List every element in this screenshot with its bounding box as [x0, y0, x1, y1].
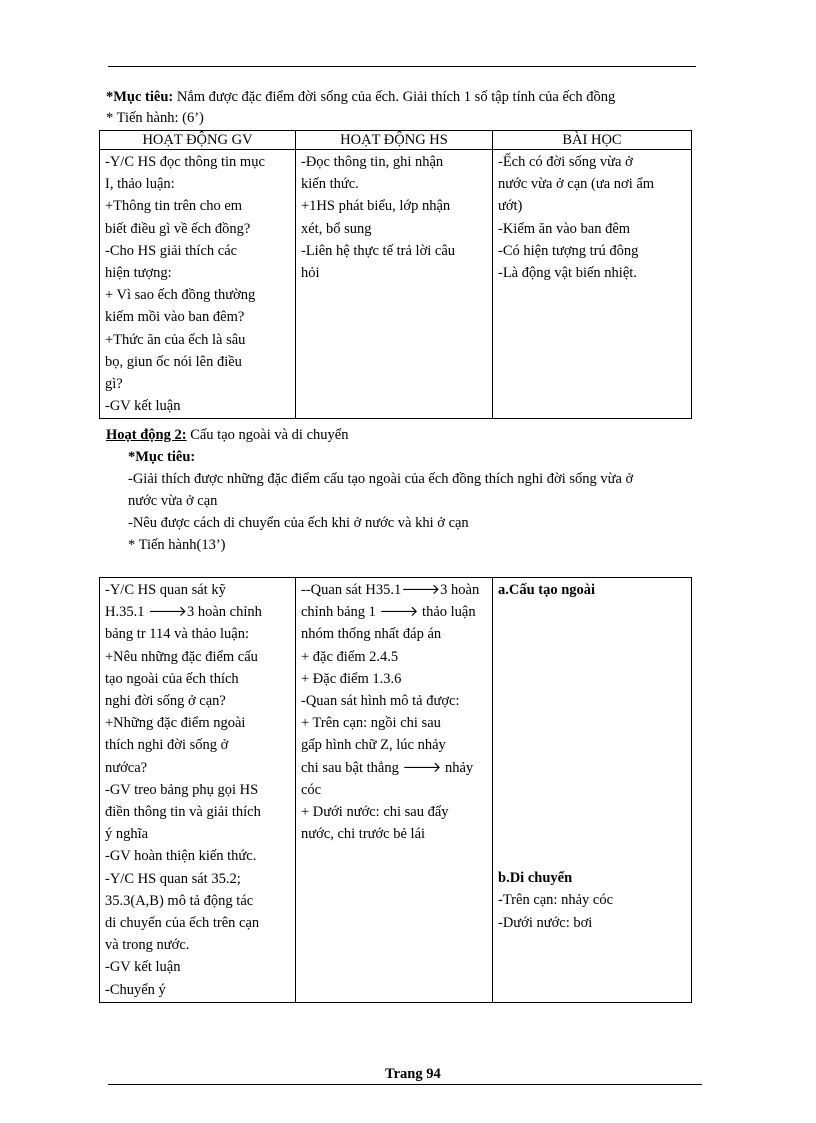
- text-line: -Y/C HS quan sát 35.2;: [105, 870, 241, 887]
- text-line: -Dưới nước: bơi: [498, 914, 593, 931]
- table-row: [100, 150, 692, 419]
- text-line: + Dưới nước: chi sau đẩy: [301, 804, 449, 821]
- text-line: hỏi: [301, 265, 320, 282]
- section-a-heading: a.Cấu tạo ngoài: [498, 582, 596, 598]
- text-line: -Có hiện tượng trú đông: [498, 242, 639, 259]
- text-line: điền thông tin và giải thích: [105, 804, 261, 821]
- activity-2-heading: Hoạt động 2:: [106, 427, 187, 443]
- objective-2-line: -Giải thích được những đặc điểm cấu tạo ngoài của ếch đồng thích nghi đời sống vừa ở: [128, 471, 634, 487]
- text-line: nước, chi trước bẻ lái: [301, 826, 426, 843]
- text-line: -Ếch có đời sống vừa ở: [498, 154, 633, 170]
- text-line: nhóm thống nhất đáp án: [301, 626, 442, 643]
- procedure-1: * Tiến hành: (6’): [106, 110, 204, 126]
- objective-1-text: Nắm được đặc điểm đời sống của ếch. Giải thích 1 số tập tính của ếch đồng: [173, 89, 616, 105]
- text-line: -Trên cạn: nhảy cóc: [498, 892, 614, 909]
- text-line: -Liên hệ thực tế trả lời câu: [301, 242, 456, 259]
- text-line: tạo ngoài của ếch thích: [105, 670, 239, 687]
- header-hs: HOẠT ĐỘNG HS: [296, 131, 493, 150]
- text-line: + Trên cạn: ngồi chi sau: [301, 715, 441, 732]
- text-line: -Y/C HS đọc thông tin mục: [105, 154, 265, 170]
- text-line: hiện tượng:: [105, 265, 172, 282]
- text-line: biết điều gì về ếch đồng?: [105, 220, 251, 237]
- text-line: +1HS phát biểu, lớp nhận: [301, 198, 451, 215]
- text-line: gấp hình chữ Z, lúc nhảy: [301, 737, 446, 754]
- text-line: -GV treo bảng phụ gọi HS: [105, 781, 259, 798]
- activity-2-title-text: Cấu tạo ngoài và di chuyển: [186, 427, 349, 443]
- text-line: + Đặc điểm 1.3.6: [301, 670, 402, 687]
- text-line: +Thức ăn của ếch là sâu: [105, 331, 246, 348]
- cell-gv: [100, 578, 296, 1003]
- text-line: +Thông tin trên cho em: [105, 198, 243, 215]
- cell-spacer: [498, 601, 687, 867]
- text-line: +Những đặc điểm ngoài: [105, 715, 246, 732]
- cell-gv: [100, 150, 296, 419]
- text-line: -GV kết luận: [105, 959, 181, 976]
- text-line: bọ, giun ốc nói lên điều: [105, 353, 242, 370]
- page-number: Trang 94: [385, 1066, 441, 1082]
- activity-2-title: [106, 425, 348, 445]
- text-line: bảng tr 114 và thảo luận:: [105, 626, 250, 643]
- text-line: chỉnh bảng 1 🡒 thảo luận: [301, 604, 476, 621]
- objective-2-label: *Mục tiêu:: [128, 449, 196, 465]
- text-line: nghi đời sống ở cạn?: [105, 693, 226, 710]
- text-line: nướca?: [105, 759, 148, 776]
- text-line: -Đọc thông tin, ghi nhận: [301, 154, 444, 170]
- text-line: + đặc điểm 2.4.5: [301, 648, 399, 665]
- text-line: kiếm mồi vào ban đêm?: [105, 309, 245, 326]
- cell-bh: [493, 578, 692, 1003]
- text-line: di chuyển của ếch trên cạn: [105, 915, 260, 932]
- footer-rule: [108, 1084, 702, 1085]
- text-line: kiến thức.: [301, 176, 359, 193]
- objective-2-line: nước vừa ở cạn: [128, 493, 218, 509]
- text-line: --Quan sát H35.1🡒3 hoàn: [301, 582, 480, 598]
- cell-hs: [296, 578, 493, 1003]
- objective-1-label: *Mục tiêu:: [106, 89, 174, 105]
- text-line: xét, bổ sung: [301, 220, 372, 237]
- cell-bh: [493, 150, 692, 419]
- lesson-table-1: [99, 130, 692, 419]
- objective-2-line: -Nêu được cách di chuyển của ếch khi ở nước và khi ở cạn: [128, 515, 469, 531]
- text-line: -Quan sát hình mô tả được:: [301, 693, 460, 710]
- table-row: [100, 578, 692, 1003]
- text-line: ướt): [498, 198, 523, 215]
- text-line: -Là động vật biến nhiệt.: [498, 265, 637, 282]
- text-line: + Vì sao ếch đồng thường: [105, 287, 256, 304]
- section-b-heading: b.Di chuyển: [498, 870, 573, 887]
- text-line: -Chuyển ý: [105, 981, 166, 998]
- procedure-2: * Tiến hành(13’): [128, 537, 226, 553]
- text-line: và trong nước.: [105, 937, 190, 954]
- text-line: -GV kết luận: [105, 398, 181, 415]
- text-line: gì?: [105, 376, 123, 393]
- text-line: -Kiếm ăn vào ban đêm: [498, 220, 631, 237]
- text-line: nước vừa ở cạn (ưa nơi ẩm: [498, 176, 655, 193]
- text-line: -GV hoàn thiện kiến thức.: [105, 848, 257, 865]
- header-rule: [108, 66, 696, 67]
- cell-hs: [296, 150, 493, 419]
- header-gv: HOẠT ĐỘNG GV: [100, 131, 296, 150]
- objective-1: [106, 87, 615, 107]
- text-line: H.35.1 🡒3 hoàn chỉnh: [105, 604, 262, 621]
- text-line: chi sau bật thẳng 🡒 nhảy: [301, 759, 474, 776]
- text-line: ý nghĩa: [105, 826, 149, 843]
- text-line: thích nghi đời sống ở: [105, 737, 229, 754]
- text-line: -Cho HS giải thích các: [105, 242, 238, 259]
- text-line: 35.3(A,B) mô tả động tác: [105, 892, 254, 909]
- table-header-row: [100, 131, 692, 150]
- lesson-table-2: [99, 577, 692, 1003]
- text-line: cóc: [301, 781, 322, 798]
- text-line: I, thảo luận:: [105, 176, 175, 193]
- header-bh: BÀI HỌC: [493, 131, 692, 150]
- text-line: +Nêu những đặc điểm cấu: [105, 648, 258, 665]
- text-line: -Y/C HS quan sát kỹ: [105, 582, 226, 598]
